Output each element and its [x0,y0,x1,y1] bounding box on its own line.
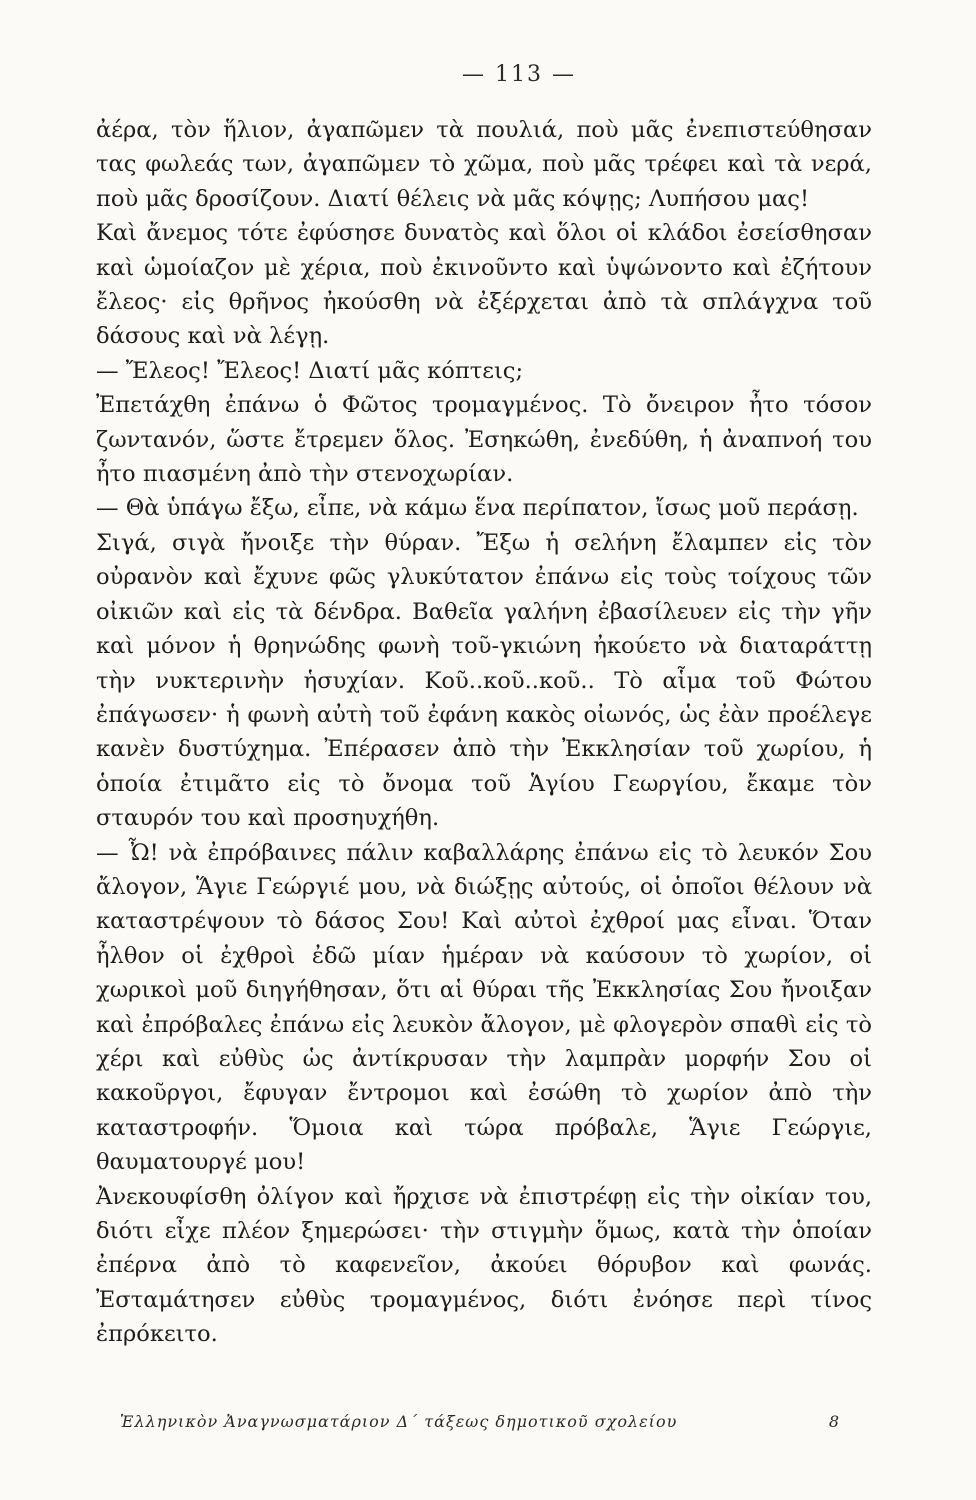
paragraph: Σιγά, σιγὰ ἤνοιξε τὴν θύραν. Ἔξω ἡ σελήνη ἔλαμπεν εἰς τὸν οὐρανὸν καὶ ἔχυνε φῶς γλυκύτατον ἐπάνω εἰς τοὺς τοίχους τῶν οἰκιῶν καὶ εἰς τὰ δένδρα. Βαθεῖα γαλήνη ἐβασίλευεν εἰς τὴν γῆν καὶ μόνον ἡ θρηνώδης φωνὴ τοῦ-γκιώνη ἠκούετο νὰ διαταράττῃ τὴν νυκτερινὴν ἡσυχίαν. Κοῦ..κοῦ..κοῦ.. Τὸ αἷμα τοῦ Φώτου ἐπάγωσεν· ἡ φωνὴ αὐτὴ τοῦ ἐφάνη κακὸς οἰωνός, ὡς ἐὰν προέλεγε κανὲν δυστύχημα. Ἐπέρασεν ἀπὸ τὴν Ἐκκλησίαν τοῦ χωρίου, ἡ ὁποία ἐτιμᾶτο εἰς τὸ ὄνομα τοῦ Ἁγίου Γεωργίου, ἔκαμε τὸν σταυρόν του καὶ προσηυχήθη. [96,529,872,832]
page-footer [120,1412,840,1431]
paragraph: Ἀνεκουφίσθη ὀλίγον καὶ ἤρχισε νὰ ἐπιστρέφῃ εἰς τὴν οἰκίαν του, διότι εἶχε πλέον ξημερώσει· τὴν στιγμὴν ὅμως, κατὰ τὴν ὁποίαν ἐπέρνα ἀπὸ τὸ καφενεῖον, ἀκούει θόρυβον καὶ φωνάς. Ἐσταμάτησεν εὐθὺς τρομαγμένος, διότι ἐνόησε περὶ τίνος ἐπρόκειτο. [96,1183,872,1348]
paragraph: — Ὦ! νὰ ἐπρόβαινες πάλιν καβαλλάρης ἐπάνω εἰς τὸ λευκόν Σου ἄλογον, Ἅγιε Γεώργιέ μου, νὰ διώξῃς αὐτούς, οἱ ὁποῖοι θέλουν νὰ καταστρέψουν τὸ δάσος Σου! Καὶ αὐτοὶ ἐχθροί μας εἶναι. Ὅταν ἦλθον οἱ ἐχθροὶ ἐδῶ μίαν ἡμέραν νὰ καύσουν τὸ χωρίον, οἱ χωρικοὶ μοῦ διηγήθησαν, ὅτι αἱ θύραι τῆς Ἐκκλησίας Σου ἤνοιξαν καὶ ἐπρόβαλες ἐπάνω εἰς λευκὸν ἄλογον, μὲ φλογερὸν σπαθὶ εἰς τὸ χέρι καὶ εὐθὺς ὡς ἀντίκρυσαν τὴν λαμπρὰν μορφήν Σου οἱ κακοῦργοι, ἔφυγαν ἔντρομοι καὶ ἐσώθη τὸ χωρίον ἀπὸ τὴν καταστροφήν. Ὅμοια καὶ τώρα πρόβαλε, Ἅγιε Γεώργιε, θαυματουργέ μου! [96,839,872,1176]
body-text [96,113,872,1352]
paragraph: Ἐπετάχθη ἐπάνω ὁ Φῶτος τρομαγμένος. Τὸ ὄνειρον ἦτο τόσον ζωντανόν, ὥστε ἔτρεμεν ὅλος. Ἐσηκώθη, ἐνεδύθη, ἡ ἀναπνοή του ἦτο πιασμένη ἀπὸ τὴν στενοχωρίαν. [96,392,872,488]
page-number: — 113 — [462,62,576,87]
paragraph: ἀέρα, τὸν ἥλιον, ἀγαπῶμεν τὰ πουλιά, ποὺ μᾶς ἐνεπιστεύθησαν τας φωλεάς των, ἀγαπῶμεν τὸ χῶμα, ποὺ μᾶς τρέφει καὶ τὰ νερά, ποὺ μᾶς δροσίζουν. Διατί θέλεις νὰ μᾶς κόψῃς; Λυπήσου μας! [96,117,872,212]
paragraph: — Ἔλεος! Ἔλεος! Διατί μᾶς κόπτεις; [96,357,524,384]
paragraph: Καὶ ἄνεμος τότε ἐφύσησε δυνατὸς καὶ ὅλοι οἱ κλάδοι ἐσείσθησαν καὶ ὡμοίαζον μὲ χέρια, ποὺ ἐκινοῦντο καὶ ὑψώνοντο καὶ ἐζήτουν ἔλεος· εἰς θρῆνος ἠκούσθη νὰ ἐξέρχεται ἀπὸ τὰ σπλάγχνα τοῦ δάσους καὶ νὰ λέγῃ. [96,220,872,350]
paragraph: — Θὰ ὑπάγω ἔξω, εἶπε, νὰ κάμω ἕνα περίπατον, ἴσως μοῦ περάσῃ. [96,495,859,522]
signature-mark: 8 [828,1412,840,1431]
footer-title: Ἑλληνικὸν Ἀναγνωσματάριον Δ΄ τάξεως δημοτικοῦ σχολείου [120,1412,678,1431]
page [96,48,872,1352]
